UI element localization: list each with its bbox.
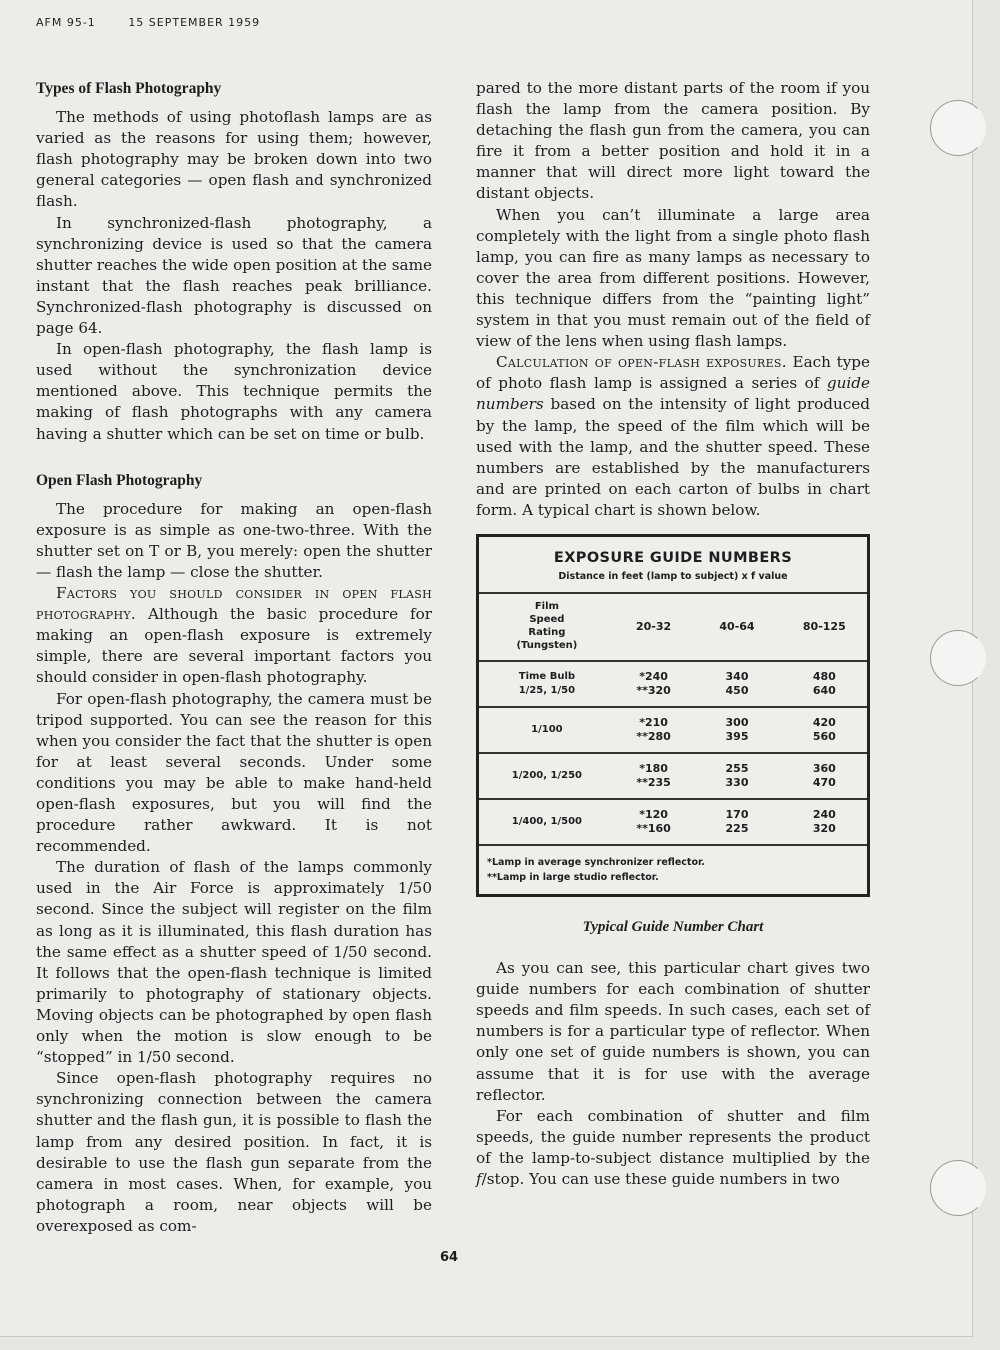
guide-number-cell — [782, 707, 867, 753]
paragraph: pared to the more distant parts of the room if you flash the lamp from the camera position. By detaching the flash gun from the camera, you can fire it from a better position and hold it in a manner that will direct more light toward the distant objects. — [476, 79, 870, 203]
guide-number-value: 395 — [725, 729, 749, 743]
guide-number-cell — [782, 661, 867, 707]
chart-header — [479, 537, 867, 592]
guide-number-value: 470 — [812, 775, 836, 789]
chart-note: **Lamp in large studio reflector. — [487, 871, 659, 883]
guide-number-value: *240 — [639, 669, 668, 683]
guide-number-value: 560 — [812, 729, 836, 743]
shutter-speed-cell — [479, 661, 615, 707]
paragraph: Since open-flash photography requires no synchronizing connection between the camera shutter and the flash gun, it is possible to flash the lamp from any desired position. In fact, it is desirable to use the flash gun separate from the camera in most cases. When, for example, you photograph a room, near objects will be overexposed as com- — [36, 1069, 432, 1235]
guide-number-chart — [476, 534, 870, 938]
paragraph-text: based on the intensity of light produced by the lamp, the speed of the film which will be used with the lamp, and the shutter speed. These numbers are established by the manufacturers and are printed on each carton of bulbs in chart form. A typical chart is shown below. — [476, 395, 870, 519]
guide-number-value: *120 — [639, 807, 668, 821]
page-number: 64 — [440, 1250, 459, 1265]
chart-caption: Typical Guide Number Chart — [582, 918, 764, 935]
guide-number-cell — [692, 661, 781, 707]
column-header: 20-32 — [615, 593, 693, 661]
doc-date: 15 SEPTEMBER 1959 — [128, 16, 261, 29]
table-row — [479, 799, 867, 844]
paragraph — [476, 1106, 870, 1190]
guide-number-cell — [615, 661, 693, 707]
table-row — [479, 661, 867, 707]
guide-number-value: **235 — [636, 775, 671, 789]
guide-number-value: 480 — [812, 669, 836, 683]
shutter-speed-value: 1/400, 1/500 — [511, 815, 583, 827]
guide-number-cell — [615, 753, 693, 799]
doc-id: AFM 95-1 — [36, 16, 96, 29]
guide-number-value: 225 — [725, 821, 749, 835]
shutter-speed-cell — [479, 799, 615, 844]
paragraph: The procedure for making an open-flash exposure is as simple as one-two-three. With the shutter set on T or B, you merely: open the shutter — flash the lamp — close the shutter. — [36, 499, 432, 581]
paragraph-text: For each combination of shutter and film speeds, the guide number represents the product of the lamp-to-subject distance multiplied by the — [476, 1106, 870, 1167]
guide-number-value: **160 — [636, 821, 671, 835]
guide-number-value: 240 — [812, 807, 836, 821]
shutter-speed-cell — [479, 753, 615, 799]
guide-number-table — [479, 592, 867, 844]
guide-number-value: 330 — [725, 775, 749, 789]
paragraph: When you can’t illuminate a large area completely with the light from a single photo flash lamp, you can fire as many lamps as necessary to cover the area from different positions. However, this technique differs from the “painting light” system in that you must remain out of the field of view of the lens when using flash lamps. — [476, 205, 870, 351]
guide-number-value: 640 — [812, 683, 836, 697]
guide-number-value: 360 — [812, 761, 836, 775]
chart-notes — [479, 844, 867, 894]
table-header-row — [479, 593, 867, 661]
film-speed-label-line: Speed — [529, 614, 565, 626]
guide-number-value: *210 — [639, 715, 668, 729]
guide-number-cell — [782, 753, 867, 799]
paragraph: The duration of flash of the lamps commonly used in the Air Force is approximately 1/50 second. Since the subject will register on the film as long as it is illuminated, this flash duration has the same effect as a shutter speed of 1/50 second. It follows that the open-flash technique is limited primarily to photography of stationary objects. Moving objects can be photographed by open flash only when the motion is slow enough to be “stopped” in 1/50 second. — [36, 858, 432, 1067]
table-row — [479, 753, 867, 799]
page-header — [36, 16, 260, 29]
paragraph: The methods of using photoflash lamps are as varied as the reasons for using them; however, flash photography may be broken down into two general categories — open flash and synchronized flash. — [36, 108, 432, 211]
table-row — [479, 707, 867, 753]
shutter-speed-value: 1/100 — [531, 723, 563, 735]
guide-number-cell — [782, 799, 867, 844]
film-speed-label-line: Rating — [528, 627, 566, 639]
paragraph — [476, 352, 870, 521]
left-column — [36, 78, 432, 1237]
guide-number-value: 320 — [812, 821, 836, 835]
paragraph-text: /stop. You can use these guide numbers in two — [481, 1170, 840, 1188]
paragraph: In open-flash photography, the flash lamp is used without the synchronization device mentioned above. This technique permits the making of flash photographs with any camera having a shutter which can be set on time or bulb. — [36, 340, 432, 443]
section-heading-types: Types of Flash Photography — [36, 80, 222, 97]
section-heading-open-flash: Open Flash Photography — [36, 471, 203, 489]
guide-number-cell — [692, 799, 781, 844]
guide-number-value: 450 — [725, 683, 749, 697]
guide-number-cell — [615, 799, 693, 844]
paragraph: For open-flash photography, the camera must be tripod supported. You can see the reason for this when you consider the fact that the shutter is open for at least several seconds. Under some conditions you may be able to make hand-held open-flash exposures, but you will find the procedure rather awkward. It is not recommended. — [36, 689, 432, 856]
shutter-speed-value: 1/25, 1/50 — [518, 684, 576, 696]
film-speed-label-line: Film — [534, 601, 559, 613]
column-header: 80-125 — [782, 593, 867, 661]
guide-number-cell — [615, 707, 693, 753]
chart-title: EXPOSURE GUIDE NUMBERS — [553, 549, 793, 566]
guide-number-value: **320 — [636, 683, 671, 697]
right-column — [476, 78, 870, 1190]
guide-number-value: *180 — [639, 761, 668, 775]
italic-term: f — [476, 1170, 482, 1188]
column-header: 40-64 — [692, 593, 781, 661]
guide-number-value: 300 — [725, 715, 749, 729]
chart-subtitle: Distance in feet (lamp to subject) x f value — [558, 570, 788, 582]
guide-number-cell — [692, 753, 781, 799]
binder-hole — [930, 1160, 986, 1216]
guide-number-cell — [692, 707, 781, 753]
shutter-speed-value: 1/200, 1/250 — [511, 769, 583, 781]
italic-term: guide numbers — [476, 374, 870, 414]
shutter-speed-value: Time Bulb — [518, 670, 576, 682]
paragraph: As you can see, this particular chart gives two guide numbers for each combination of shutter speeds and film speeds. In such cases, each set of numbers is for a particular type of reflector. When only one set of guide numbers is shown, you can assume that it is for use with the average reflector. — [476, 959, 870, 1104]
film-speed-label-line: (Tungsten) — [516, 640, 578, 652]
paragraph — [36, 583, 432, 688]
paragraph: In synchronized-flash photography, a synchronizing device is used so that the camera shutter reaches the wide open position at the same instant that the flash reaches peak brilliance. Synchronized-flash photography is discussed on page 64. — [36, 213, 432, 338]
run-in-heading: Calculation of open-flash exposures. — [496, 353, 787, 372]
chart-note: *Lamp in average synchronizer reflector. — [487, 856, 705, 868]
film-speed-label — [516, 600, 577, 652]
guide-number-value: **280 — [636, 729, 671, 743]
paragraph-text: Although the basic procedure for making an open-flash exposure is extremely simple, there are several important factors you should consider in open-flash photography. — [36, 605, 432, 687]
chart-frame — [476, 534, 870, 897]
shutter-speed-cell — [479, 707, 615, 753]
guide-number-value: 420 — [812, 715, 836, 729]
binder-hole — [930, 630, 986, 686]
film-speed-label-cell — [479, 593, 615, 661]
run-in-heading: Factors you should consider in open flash photography. — [36, 584, 432, 624]
paragraph-text: Each type of photo flash lamp is assigned a series of — [476, 353, 870, 393]
guide-number-value: 170 — [725, 807, 749, 821]
binder-hole — [930, 100, 986, 156]
guide-number-value: 340 — [725, 669, 749, 683]
guide-number-value: 255 — [725, 761, 749, 775]
